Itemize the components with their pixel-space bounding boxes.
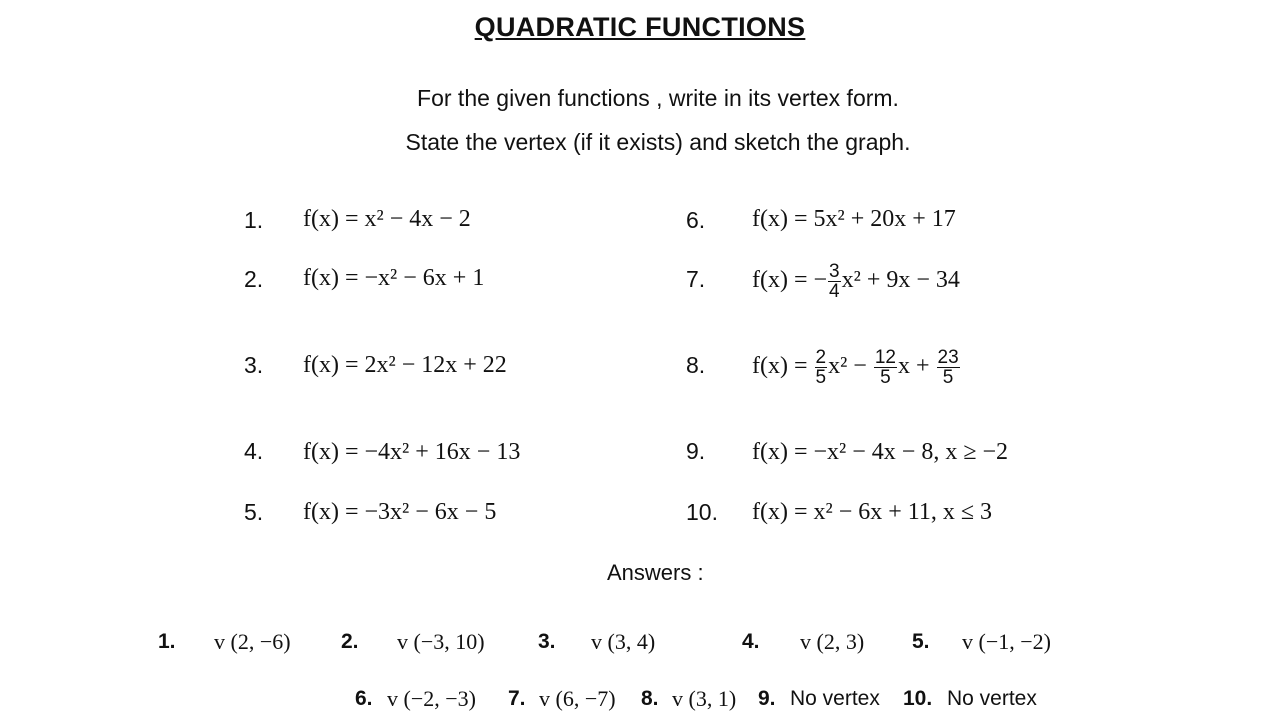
answer-value-7: v (6, −7) [539, 686, 616, 711]
question-expression-3: f(x) = 2x² − 12x + 22 [303, 352, 507, 378]
answer-number-4: 4. [742, 630, 760, 653]
answer-value-3: v (3, 4) [591, 629, 656, 654]
fraction-numerator: 12 [874, 347, 896, 368]
instruction-line-2: State the vertex (if it exists) and sketch the graph. [405, 129, 911, 155]
question-number-6: 6. [686, 207, 706, 233]
question-expression-1: f(x) = x² − 4x − 2 [303, 206, 471, 232]
question-expression-7 [752, 262, 960, 301]
question-number-1: 1. [244, 207, 264, 233]
answer-number-1: 1. [158, 630, 176, 653]
question-expression-6: f(x) = 5x² + 20x + 17 [752, 206, 956, 232]
question-expression-5: f(x) = −3x² − 6x − 5 [303, 499, 497, 525]
answer-number-10: 10. [903, 687, 933, 710]
answers-heading: Answers : [607, 560, 704, 585]
question-number-10: 10. [686, 499, 718, 525]
question-number-2: 2. [244, 266, 264, 292]
answer-number-9: 9. [758, 687, 776, 710]
answer-number-5: 5. [912, 630, 930, 653]
fraction-2-over-5 [815, 348, 828, 387]
expression-8-mid-1: x² − [828, 353, 873, 380]
fraction-denominator: 5 [937, 367, 960, 387]
question-expression-10: f(x) = x² − 6x + 11, x ≤ 3 [752, 499, 993, 525]
instruction-line-1: For the given functions , write in its vertex form. [417, 85, 899, 111]
answer-number-8: 8. [641, 687, 659, 710]
answer-number-3: 3. [538, 630, 556, 653]
fraction-numerator: 23 [937, 347, 959, 368]
answer-number-6: 6. [355, 687, 373, 710]
fraction-numerator: 3 [829, 261, 840, 282]
fraction-12-over-5 [874, 348, 897, 387]
question-expression-8 [752, 348, 961, 387]
answer-number-2: 2. [341, 630, 359, 653]
expression-8-mid-2: x + [897, 353, 936, 380]
question-number-3: 3. [244, 352, 264, 378]
question-expression-4: f(x) = −4x² + 16x − 13 [303, 439, 521, 465]
question-number-7: 7. [686, 266, 706, 292]
fraction-denominator: 4 [829, 281, 840, 302]
fraction-denominator: 5 [815, 367, 827, 388]
expression-7-suffix: x² + 9x − 34 [841, 267, 960, 294]
fraction-numerator: 2 [815, 347, 827, 368]
answer-number-7: 7. [508, 687, 526, 710]
answer-value-8: v (3, 1) [672, 686, 737, 711]
question-number-5: 5. [244, 499, 264, 525]
question-number-4: 4. [244, 438, 264, 464]
question-number-8: 8. [686, 352, 706, 378]
question-expression-2: f(x) = −x² − 6x + 1 [303, 265, 485, 291]
answer-value-1: v (2, −6) [214, 629, 291, 654]
fraction-denominator: 5 [874, 367, 897, 387]
answer-value-2: v (−3, 10) [397, 629, 485, 654]
answer-value-5: v (−1, −2) [962, 629, 1051, 654]
answer-value-10: No vertex [947, 687, 1037, 710]
page-title: QUADRATIC FUNCTIONS [474, 12, 806, 42]
answer-value-9: No vertex [790, 687, 880, 710]
answer-value-4: v (2, 3) [800, 629, 865, 654]
expression-8-prefix: f(x) = [752, 353, 814, 380]
answer-value-6: v (−2, −3) [387, 686, 476, 711]
question-expression-9: f(x) = −x² − 4x − 8, x ≥ −2 [752, 439, 1009, 465]
expression-7-prefix: f(x) = − [752, 267, 828, 294]
question-number-9: 9. [686, 438, 706, 464]
fraction-23-over-5 [937, 348, 960, 387]
fraction-3-over-4 [828, 262, 841, 301]
